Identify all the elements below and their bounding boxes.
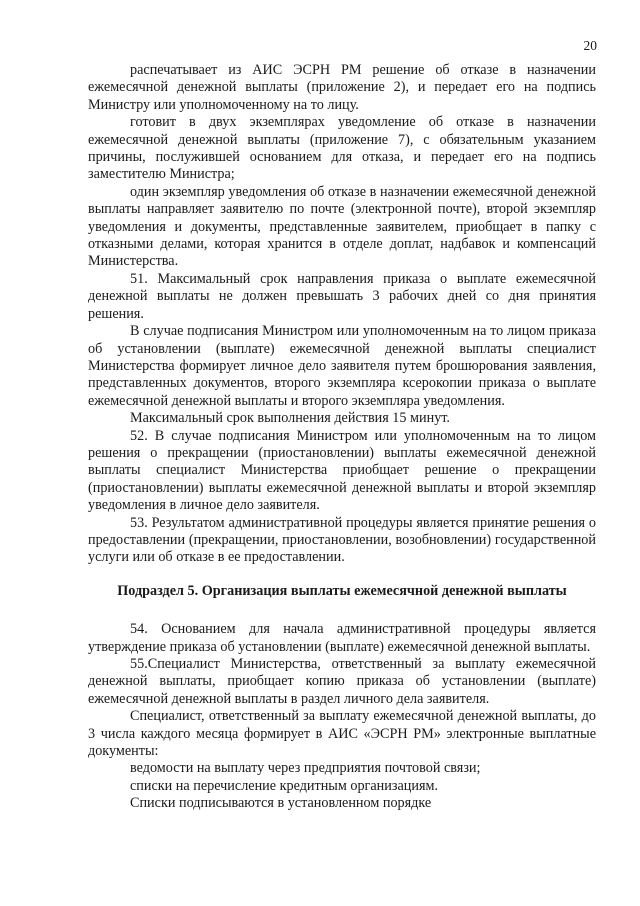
paragraph: распечатывает из АИС ЭСРН РМ решение об отказе в назначении ежемесячной денежной выплаты (приложение 2), и передает его на подпись Министру или уполномоченному на то лицу.	[88, 62, 596, 113]
list-item: ведомости на выплату через предприятия почтовой связи;	[130, 760, 481, 777]
paragraph-item-51: 51. Максимальный срок направления приказа о выплате ежемесячной денежной выплаты не должен превышать 3 рабочих дней со дня принятия решения.	[88, 270, 596, 322]
paragraph-item-54: 54. Основанием для начала административной процедуры является утверждение приказа об установлении (выплате) ежемесячной денежной выплаты.	[88, 621, 596, 655]
paragraph: Максимальный срок выполнения действия 15 минут.	[130, 410, 450, 427]
paragraph-item-55: 55.Специалист Министерства, ответственный за выплату ежемесячной денежной выплаты, приобщает копию приказа об установлении (выплате) ежемесячной денежной выплаты в раздел личного дела заявителя.	[88, 656, 596, 707]
section-heading: Подраздел 5. Организация выплаты ежемесячной денежной выплаты	[117, 582, 567, 599]
document-body	[88, 62, 596, 813]
page-number: 20	[583, 38, 597, 53]
paragraph: Специалист, ответственный за выплату ежемесячной денежной выплаты, до 3 числа каждого месяца формирует в АИС «ЭСРН РМ» электронные выплатные документы:	[88, 708, 596, 760]
paragraph: Списки подписываются в установленном порядке	[130, 795, 432, 812]
paragraph: один экземпляр уведомления об отказе в назначении ежемесячной денежной выплаты направляет заявителю по почте (электронной почте), второй экземпляр уведомления и документы, представленные заявителем, приобщает в папку с отказными делами, которая хранится в отделе доплат, надбавок и компенсаций Министерства.	[88, 183, 596, 270]
list-item: списки на перечисление кредитным организациям.	[130, 777, 438, 794]
paragraph-item-53: 53. Результатом административной процедуры является принятие решения о предоставлении (прекращении, приостановлении, возобновлении) государственной услуги или об отказе в ее предоставлении.	[88, 514, 596, 566]
paragraph-item-52: 52. В случае подписания Министром или уполномоченным на то лицом решения о прекращении (приостановлении) выплаты ежемесячной денежной выплаты специалист Министерства приобщает решение о прекращении (приостановлении) выплаты ежемесячной денежной выплаты и второй экземпляр уведомления в личное дело заявителя.	[88, 427, 596, 514]
paragraph: готовит в двух экземплярах уведомление об отказе в назначении ежемесячной денежной выплаты (приложение 7), с обязательным указанием причины, послужившей основанием для отказа, и передает его на подпись заместителю Министра;	[88, 114, 596, 183]
paragraph: В случае подписания Министром или уполномоченным на то лицом приказа об установлении (выплате) ежемесячной денежной выплаты специалист Министерства формирует личное дело заявителя путем брошюрования заявления, представленных документов, второго экземпляра ксерокопии приказа о выплате ежемесячной денежной выплаты и второго экземпляра уведомления.	[88, 323, 596, 409]
